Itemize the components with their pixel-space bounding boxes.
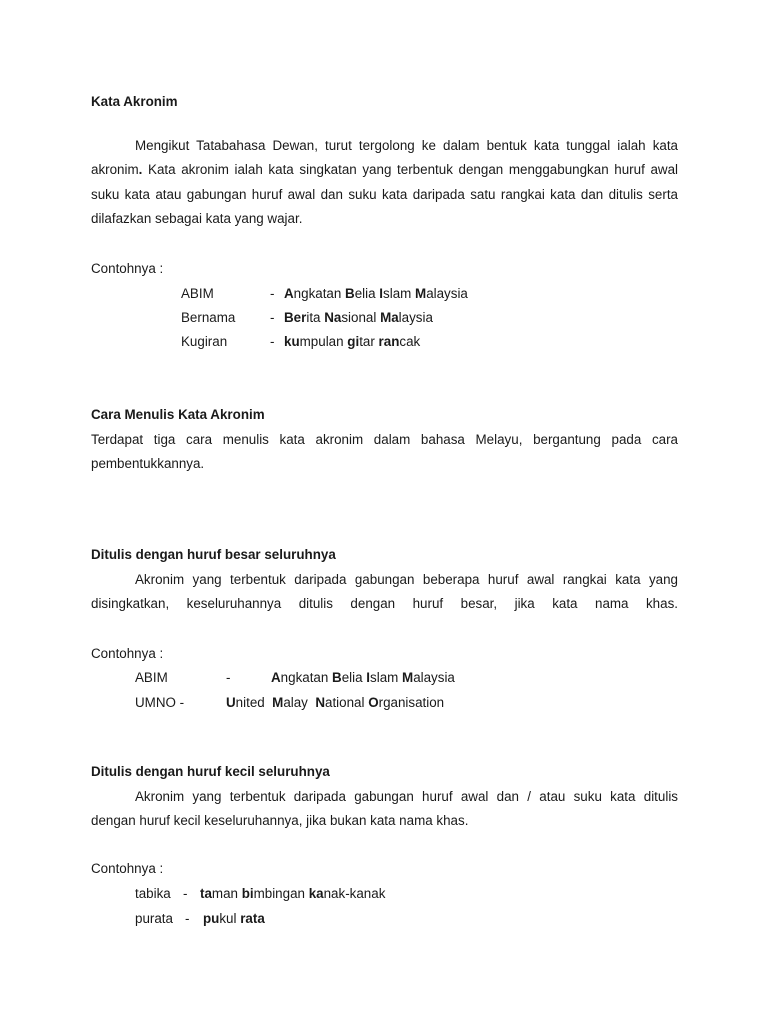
acronym-letters: pu [203,911,220,926]
acronym-letters: ta [200,886,212,901]
heading-cara-menulis: Cara Menulis Kata Akronim [91,407,265,422]
acronym-letters: B [345,286,355,301]
expansion-text: alaysia [426,286,468,301]
acronym-letters: A [284,286,294,301]
expansion-text: elia [341,670,367,685]
acronym-letters: M [402,670,414,685]
paragraph-line: disingkatkan, keseluruhannya ditulis dengan huruf besar, jika kata nama khas. [91,596,678,612]
acronym-letters: bi [241,886,254,901]
paragraph-cara-menulis [91,428,678,477]
example-expansion [200,886,385,901]
paragraph-huruf-besar [91,568,678,617]
paragraph-line: dengan huruf kecil keseluruhannya, jika bukan kata nama khas. [91,813,469,829]
acronym-letters: Ma [380,310,399,325]
expansion-text: man [211,886,242,901]
example-expansion [284,310,433,325]
example-dash: - [270,310,275,325]
expansion-text: laysia [398,310,433,325]
acronym-letters: M [272,695,284,710]
example-dash: - [185,911,190,926]
example-expansion [284,286,468,301]
acronym-letters: O [368,695,379,710]
expansion-text: rganisation [378,695,445,710]
expansion-text: tar [359,334,379,349]
expansion-text: cak [399,334,421,349]
expansion-text: kul [219,911,241,926]
paragraph-line: Akronim yang terbentuk daripada gabungan beberapa huruf awal rangkai kata yang [135,572,678,587]
example-term: Kugiran [181,334,228,349]
acronym-letters: B [332,670,342,685]
line-text [91,162,678,177]
examples-label: Contohnya : [91,261,164,276]
paragraph-huruf-kecil [91,785,678,834]
expansion-text: mbingan [253,886,309,901]
line-fragment: . [138,162,143,178]
example-expansion [271,670,455,685]
heading-kata-akronim: Kata Akronim [91,94,178,109]
paragraph-line: Mengikut Tatabahasa Dewan, turut tergolong ke dalam bentuk kata tunggal ialah kata [135,138,678,153]
expansion-text: ational [325,695,369,710]
example-term: tabika [135,886,171,901]
line-fragment: akronim [91,162,139,178]
acronym-letters: I [366,670,371,685]
paragraph-definition [91,134,678,231]
examples-label [91,646,163,661]
expansion-text: slam [383,286,416,301]
expansion-text: nak-kanak [323,886,386,901]
example-dash: - [270,334,275,349]
expansion-text: elia [354,286,380,301]
acronym-letters: A [271,670,281,685]
acronym-letters: Ber [284,310,307,325]
example-term: purata [135,911,173,926]
acronym-letters: ku [284,334,300,349]
acronym-letters: Na [324,310,342,325]
paragraph-line: dilafazkan sebagai kata yang wajar. [91,210,303,226]
paragraph-line: Terdapat tiga cara menulis kata akronim dalam bahasa Melayu, bergantung pada cara [91,432,678,447]
acronym-letters: M [415,286,427,301]
examples-label: Contohnya : [91,861,164,876]
acronym-letters: gi [347,334,360,349]
acronym-letters: N [315,695,325,710]
expansion-text: slam [370,670,403,685]
example-dash: - [226,670,231,685]
acronym-letters: I [379,286,384,301]
acronym-letters: U [226,695,236,710]
line-fragment: Kata akronim ialah kata singkatan yang terbentuk dengan menggabungkan huruf awal [142,162,678,178]
heading-huruf-kecil: Ditulis dengan huruf kecil seluruhnya [91,764,330,779]
expansion-text: nited [235,695,273,710]
acronym-letters: ka [308,886,324,901]
example-expansion [203,911,265,926]
expansion-text: ngkatan [280,670,333,685]
paragraph-line [91,158,678,182]
example-dash: - [183,886,188,901]
example-term: UMNO - [135,695,185,710]
example-term: Bernama [181,310,236,325]
expansion-text: mpulan [299,334,348,349]
heading-huruf-besar: Ditulis dengan huruf besar seluruhnya [91,547,336,562]
example-expansion [226,695,444,710]
example-dash: - [270,286,275,301]
expansion-text: ngkatan [293,286,346,301]
expansion-text: ita [306,310,325,325]
example-term: ABIM [181,286,214,301]
example-expansion [284,334,420,349]
examples-label-text: Contohnya : [91,646,164,661]
acronym-letters: ran [378,334,400,349]
paragraph-line: Akronim yang terbentuk daripada gabungan huruf awal dan / atau suku kata ditulis [135,789,678,804]
expansion-text: alaysia [413,670,455,685]
expansion-text: sional [341,310,381,325]
expansion-text: alay [283,695,316,710]
paragraph-line: pembentukkannya. [91,456,205,472]
acronym-letters: rata [240,911,265,926]
example-term: ABIM [135,670,168,685]
paragraph-line: suku kata atau gabungan huruf awal dan suku kata daripada satu rangkai kata dan ditulis serta [91,186,678,202]
